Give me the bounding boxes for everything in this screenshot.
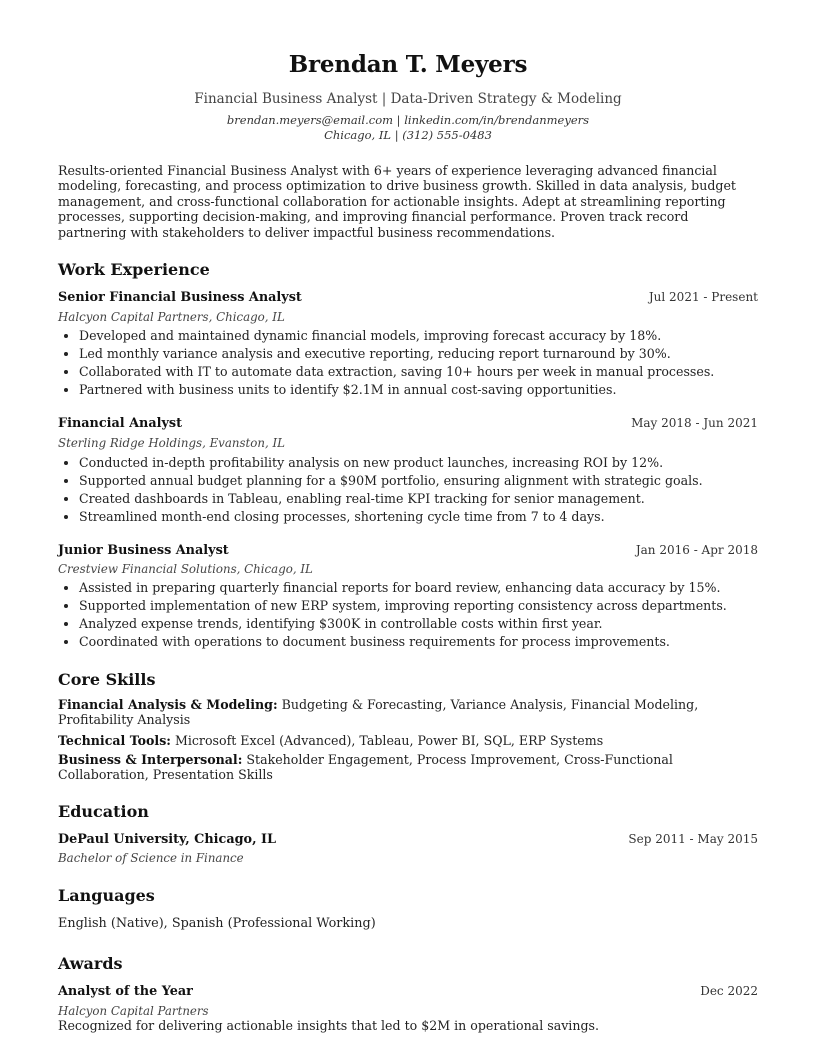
job-header [58,543,758,561]
professional-summary: Results-oriented Financial Business Analyst with 6+ years of experience leveraging advanced financial modeling, forecasting, and process optimization to drive business growth. Skilled in data analysis, budget management, and cross-functional collaboration for actionable insights. Adept at streamlining reporting processes, supporting decision-making, and improving financial performance. Proven track record partnering with stakeholders to deliver impactful business recommendations. [58,163,736,240]
contact-line-email-linkedin: brendan.meyers@email.com | linkedin.com/in/brendanmeyers [226,113,590,127]
section-title-languages: Languages [58,886,155,905]
skill-list: Budgeting & Forecasting, Variance Analysis, Financial Modeling, Profitability Analysis [58,697,699,727]
award-organization: Halcyon Capital Partners [58,1004,209,1018]
section-title-work-experience: Work Experience [58,260,210,279]
list-item: • Supported implementation of new ERP system, improving reporting consistency across departments. [79,597,758,615]
job-dates: Jul 2021 - Present [648,290,758,304]
list-item: • Coordinated with operations to document business requirements for process improvements. [79,633,758,651]
languages-list: English (Native), Spanish (Professional Working) [58,916,376,931]
job-company: Crestview Financial Solutions, Chicago, IL [58,562,313,576]
award-date: Dec 2022 [700,984,758,998]
skill-list: Microsoft Excel (Advanced), Tableau, Power BI, SQL, ERP Systems [170,733,604,748]
job-bullets [58,454,758,526]
degree: Bachelor of Science in Finance [58,851,244,865]
job-header [58,416,758,434]
list-item: • Developed and maintained dynamic financial models, improving forecast accuracy by 18%. [79,327,758,345]
candidate-name: Brendan T. Meyers [288,51,528,78]
award-title: Analyst of the Year [58,984,193,999]
list-item: • Collaborated with IT to automate data extraction, saving 10+ hours per week in manual processes. [79,363,758,381]
section-title-awards: Awards [58,954,123,973]
list-item: • Supported annual budget planning for a $90M portfolio, ensuring alignment with strategic goals. [79,472,758,490]
list-item: • Created dashboards in Tableau, enabling real-time KPI tracking for senior management. [79,490,758,508]
section-title-education: Education [58,802,149,821]
skill-line [58,752,758,782]
skill-category: Financial Analysis & Modeling: [58,697,278,712]
job-company: Sterling Ridge Holdings, Evanston, IL [58,436,285,450]
job-bullets [58,579,758,651]
education-dates: Sep 2011 - May 2015 [628,832,758,846]
contact-line-location-phone: Chicago, IL | (312) 555-0483 [324,128,492,142]
job-title: Junior Business Analyst [58,543,229,558]
job-title: Financial Analyst [58,416,183,431]
job-dates: May 2018 - Jun 2021 [631,416,758,430]
section-title-core-skills: Core Skills [58,670,156,689]
job-bullets [58,327,758,399]
list-item: • Streamlined month-end closing processes, shortening cycle time from 7 to 4 days. [79,508,758,526]
job-header [58,290,758,308]
award-header [58,984,758,1002]
list-item: • Assisted in preparing quarterly financial reports for board review, enhancing data accuracy by 15%. [79,579,758,597]
school-name: DePaul University, Chicago, IL [58,832,276,847]
education-header [58,832,758,850]
list-item: • Led monthly variance analysis and executive reporting, reducing report turnaround by 30%. [79,345,758,363]
award-description: Recognized for delivering actionable insights that led to $2M in operational savings. [58,1018,599,1033]
job-dates: Jan 2016 - Apr 2018 [635,543,758,557]
job-company: Halcyon Capital Partners, Chicago, IL [58,310,285,324]
skill-category: Technical Tools: [58,733,171,748]
skill-category: Business & Interpersonal: [58,752,243,767]
job-title: Senior Financial Business Analyst [58,290,302,305]
skill-line [58,733,758,748]
skill-list: Stakeholder Engagement, Process Improvement, Cross-Functional Collaboration, Presentation Skills [58,752,673,782]
list-item: • Partnered with business units to identify $2.1M in annual cost-saving opportunities. [79,381,758,399]
list-item: • Analyzed expense trends, identifying $300K in controllable costs within first year. [79,615,758,633]
skill-line [58,697,758,727]
list-item: • Conducted in-depth profitability analysis on new product launches, increasing ROI by 12%. [79,454,758,472]
headline: Financial Business Analyst | Data-Driven Strategy & Modeling [194,91,622,107]
